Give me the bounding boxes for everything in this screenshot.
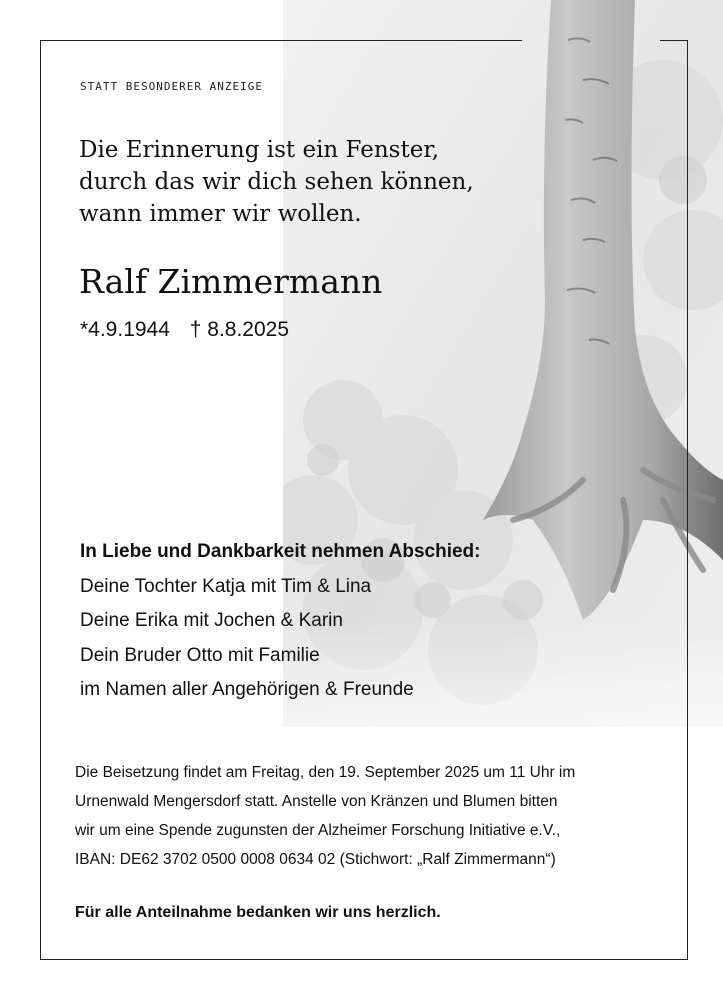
notice-line: wir um eine Spende zugunsten der Alzheimer Forschung Initiative e.V., [75, 822, 561, 839]
overline: STATT BESONDERER ANZEIGE [80, 80, 263, 93]
frame-top-right [660, 40, 688, 41]
notice-line: IBAN: DE62 3702 0500 0008 0634 02 (Stichwort: „Ralf Zimmermann“) [75, 851, 556, 868]
frame-bottom [40, 959, 688, 960]
deceased-name: Ralf Zimmermann [79, 262, 383, 301]
mourner-line: Dein Bruder Otto mit Familie [80, 644, 320, 666]
mourner-line: Deine Tochter Katja mit Tim & Lina [80, 575, 372, 597]
quote-line: wann immer wir wollen. [79, 201, 362, 227]
death-date: † 8.8.2025 [189, 318, 290, 341]
funeral-notice [75, 758, 675, 874]
frame-right [687, 40, 688, 960]
quote-line: durch das wir dich sehen können, [79, 169, 474, 195]
mourner-line: Deine Erika mit Jochen & Karin [80, 610, 343, 631]
frame-left [40, 40, 41, 960]
quote-line: Die Erinnerung ist ein Fenster, [79, 137, 440, 163]
frame-top-left [40, 40, 522, 41]
birth-date: *4.9.1944 [80, 318, 170, 341]
mourners [80, 535, 480, 708]
mourners-lead: In Liebe und Dankbarkeit nehmen Abschied: [80, 541, 481, 562]
life-dates [80, 318, 303, 342]
thanks-line: Für alle Anteilnahme bedanken wir uns herzlich. [75, 904, 441, 921]
notice-line: Die Beisetzung findet am Freitag, den 19. September 2025 um 11 Uhr im [75, 764, 576, 781]
quote [79, 134, 474, 230]
mourner-line: im Namen aller Angehörigen & Freunde [80, 679, 414, 700]
notice-line: Urnenwald Mengersdorf statt. Anstelle von Kränzen und Blumen bitten [75, 793, 558, 810]
